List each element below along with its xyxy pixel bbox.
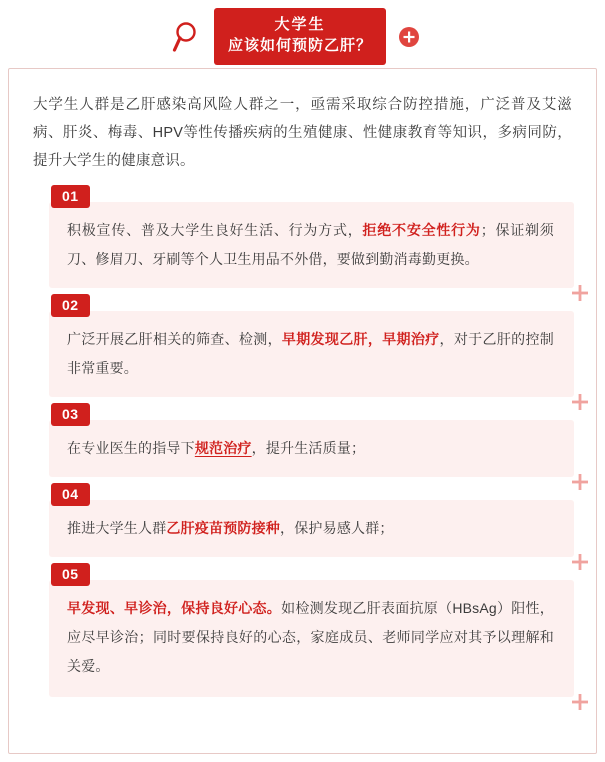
item-text-part: 在专业医生的指导下 bbox=[67, 440, 195, 456]
item-text-part: 积极宣传、普及大学生良好生活、行为方式， bbox=[67, 222, 363, 238]
plus-icon bbox=[572, 551, 588, 567]
item-body bbox=[49, 420, 574, 477]
item-text-highlight: 规范治疗 bbox=[194, 440, 252, 456]
search-icon bbox=[172, 20, 204, 54]
item-text-part: ；保证剃须刀、修眉刀、牙刷等个人卫生用品不外借，要做到勤消毒勤更换。 bbox=[67, 222, 555, 267]
plus-icon bbox=[572, 282, 588, 298]
item-text-highlight: 早发现、早诊治，保持良好心态。 bbox=[67, 600, 282, 616]
item-text-highlight: 拒绝不安全性行为 bbox=[362, 222, 481, 238]
plus-icon bbox=[572, 391, 588, 407]
item-number-badge: 03 bbox=[51, 403, 90, 426]
plus-icon bbox=[572, 691, 588, 707]
item-body bbox=[49, 500, 574, 557]
header bbox=[0, 0, 605, 72]
item-text-highlight: 乙肝疫苗预防接种 bbox=[166, 520, 281, 536]
list-item bbox=[49, 483, 574, 557]
item-number-badge: 02 bbox=[51, 294, 90, 317]
list-item bbox=[49, 403, 574, 477]
item-text-part: 广泛开展乙肝相关的筛查、检测， bbox=[67, 331, 282, 347]
plus-icon bbox=[399, 27, 419, 47]
content-card bbox=[8, 68, 597, 754]
item-body bbox=[49, 580, 574, 697]
item-text-part: ，提升生活质量； bbox=[251, 440, 366, 456]
item-number-badge: 05 bbox=[51, 563, 90, 586]
item-text-part: 如检测发现乙肝表面抗原（HBsAg）阳性，应尽早诊治；同时要保持良好的心态，家庭成员、老师同学应对其予以理解和关爱。 bbox=[67, 600, 554, 674]
item-text-part: 推进大学生人群 bbox=[67, 520, 167, 536]
list-item bbox=[49, 185, 574, 288]
item-text-part: ，对于乙肝的控制非常重要。 bbox=[67, 331, 555, 376]
list-item bbox=[49, 294, 574, 397]
item-number-badge: 01 bbox=[51, 185, 90, 208]
item-body bbox=[49, 202, 574, 288]
page-title bbox=[214, 8, 386, 65]
intro-paragraph: 大学生人群是乙肝感染高风险人群之一，亟需采取综合防控措施，广泛普及艾滋病、肝炎、梅毒、HPV等性传播疾病的生殖健康、性健康教育等知识，多病同防，提升大学生的健康意识。 bbox=[33, 97, 572, 169]
plus-icon bbox=[572, 471, 588, 487]
page-title-line2: 应该如何预防乙肝？ bbox=[227, 37, 372, 54]
item-text-highlight: 早期发现乙肝，早期治疗 bbox=[281, 331, 440, 347]
item-text-part: ，保护易感人群； bbox=[280, 520, 394, 536]
item-body bbox=[49, 311, 574, 397]
item-number-badge: 04 bbox=[51, 483, 90, 506]
page-title-line1: 大学生 bbox=[274, 16, 326, 33]
list-item bbox=[49, 563, 574, 697]
